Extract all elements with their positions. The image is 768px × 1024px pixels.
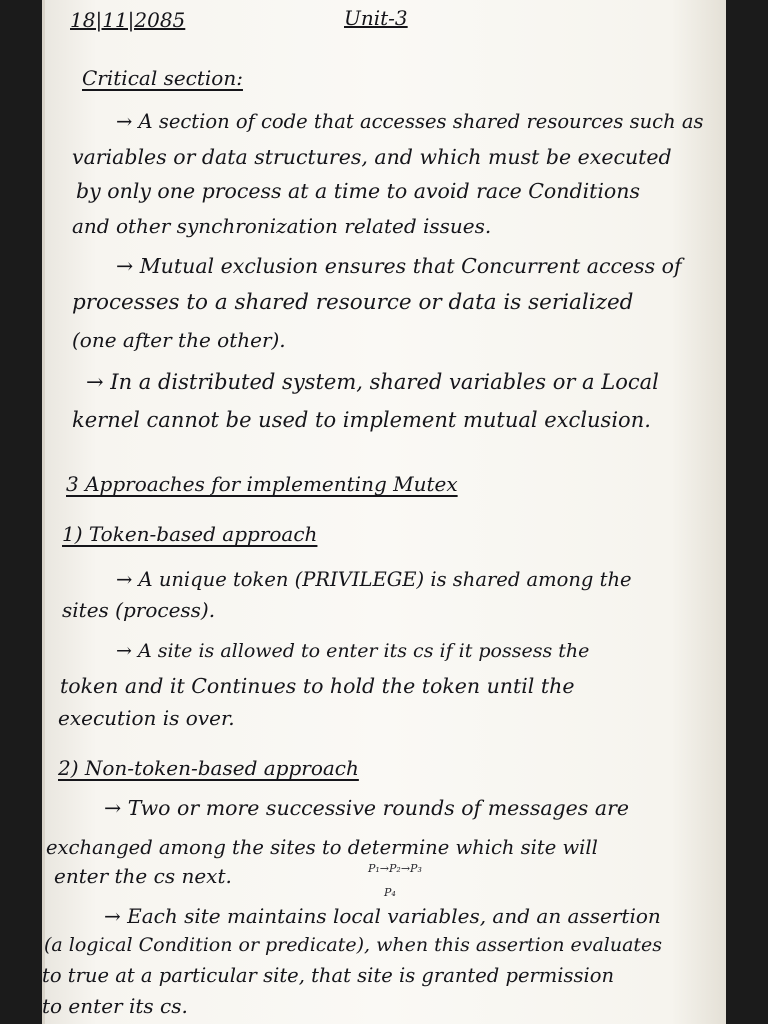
note-date: 18|11|2085: [70, 8, 186, 32]
note-line: → In a distributed system, shared variables or a Local: [86, 370, 659, 394]
note-line: (one after the other).: [72, 328, 286, 352]
note-unit-title: Unit-3: [344, 6, 408, 30]
note-line: → Mutual exclusion ensures that Concurrent access of: [116, 254, 682, 278]
note-line: token and it Continues to hold the token until the: [60, 674, 575, 698]
note-line: processes to a shared resource or data is serialized: [72, 290, 634, 315]
note-line: → A section of code that accesses shared resources such as: [116, 110, 704, 133]
notebook-page: [42, 0, 726, 1024]
note-line: → Each site maintains local variables, and an assertion: [104, 904, 661, 928]
note-line: to true at a particular site, that site is granted permission: [42, 964, 615, 987]
note-line: and other synchronization related issues.: [72, 214, 492, 238]
note-line: enter the cs next.: [54, 864, 232, 888]
note-line: exchanged among the sites to determine which site will: [46, 836, 598, 859]
note-line: → A unique token (PRIVILEGE) is shared among the: [116, 568, 632, 591]
note-line: to enter its cs.: [42, 994, 188, 1018]
heading-critical-section: Critical section:: [82, 66, 243, 90]
note-line: (a logical Condition or predicate), when this assertion evaluates: [44, 934, 663, 956]
note-line: kernel cannot be used to implement mutual exclusion.: [72, 408, 651, 432]
note-line: by only one process at a time to avoid race Conditions: [76, 179, 641, 203]
page-binding-edge: [42, 0, 45, 1024]
note-line: sites (process).: [62, 598, 216, 622]
heading-non-token-based: 2) Non-token-based approach: [58, 756, 359, 780]
note-line: variables or data structures, and which must be executed: [72, 145, 672, 169]
heading-mutex-approaches: 3 Approaches for implementing Mutex: [66, 472, 458, 496]
process-p4-annotation: P₄: [384, 886, 396, 899]
note-line: → A site is allowed to enter its cs if it possess the: [116, 640, 590, 662]
note-line: execution is over.: [58, 706, 235, 730]
note-line: → Two or more successive rounds of messages are: [104, 796, 630, 820]
process-chain-annotation: P₁→P₂→P₃: [368, 862, 422, 875]
heading-token-based: 1) Token-based approach: [62, 522, 318, 546]
